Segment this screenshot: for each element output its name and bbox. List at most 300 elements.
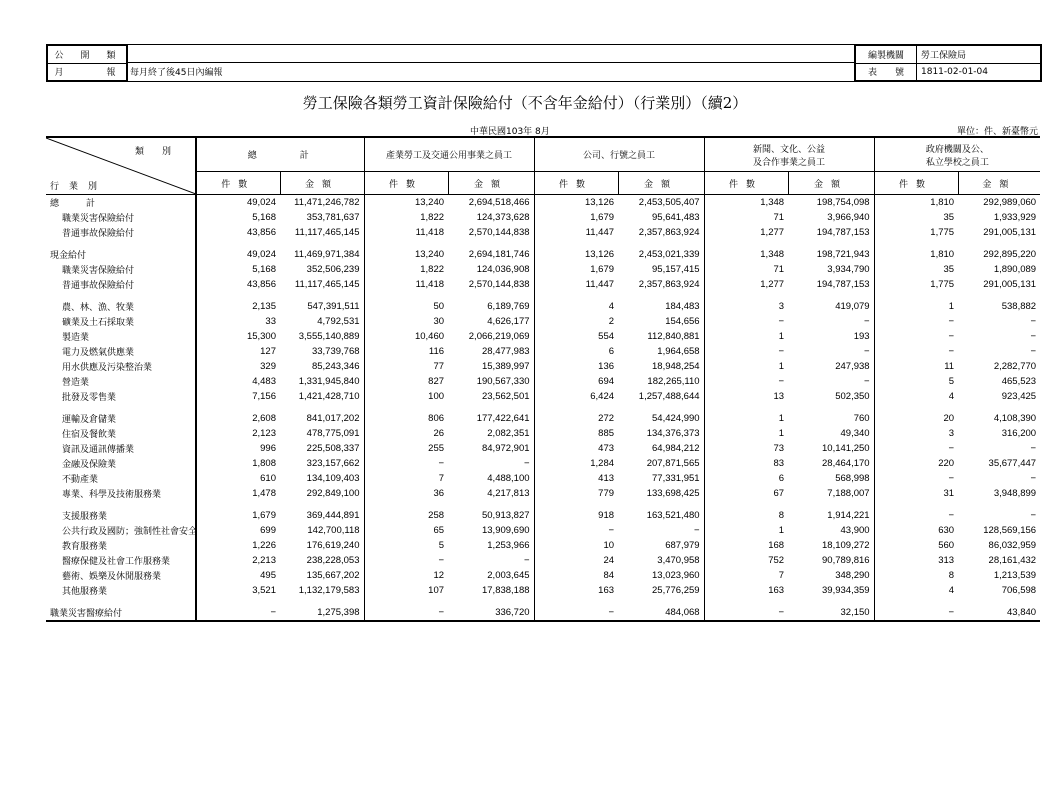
amount-cell: 2,003,645 [487, 570, 530, 581]
count-cell: 1 [704, 359, 788, 374]
report-period: 中華民國103年 8月 [470, 127, 550, 137]
row-label: 其他服務業 [46, 583, 196, 598]
table-row [46, 240, 1040, 262]
count-cell: 313 [874, 553, 958, 568]
count-cell: − [364, 553, 448, 568]
table-corner-header [46, 137, 196, 195]
count-cell: 1 [704, 426, 788, 441]
amount-cell: 11,469,971,384 [294, 249, 360, 260]
count-cell: 71 [704, 262, 788, 277]
count-cell: 1,348 [704, 195, 788, 211]
count-cell: 77 [364, 359, 448, 374]
amount-cell: 1,421,428,710 [298, 391, 360, 402]
amount-column-header: 金額 [958, 172, 1040, 195]
count-cell: 71 [704, 210, 788, 225]
table-row [46, 277, 1040, 292]
header-right-box [854, 44, 1042, 82]
amount-cell: 3,948,899 [993, 488, 1037, 499]
amount-cell: 291,005,131 [983, 227, 1037, 238]
amount-cell: 194,787,153 [816, 279, 870, 290]
table-row [46, 195, 1040, 211]
count-cell: 24 [534, 553, 618, 568]
table-row [46, 314, 1040, 329]
count-cell: 554 [534, 329, 618, 344]
row-label: 礦業及土石採取業 [46, 314, 196, 329]
row-label: 製造業 [46, 329, 196, 344]
group-header-company: 公司、行號之員工 [534, 137, 704, 172]
amount-cell: 3,966,940 [827, 212, 870, 223]
count-cell: 20 [874, 404, 958, 426]
amount-cell: 11,117,465,145 [294, 227, 360, 238]
amount-cell: 6,189,769 [487, 301, 530, 312]
amount-cell: − [1030, 443, 1037, 454]
count-cell: − [874, 441, 958, 456]
group-header-government: 政府機關及公、 私立學校之員工 [874, 137, 1040, 172]
count-cell: 43,856 [246, 227, 276, 238]
amount-cell: 28,477,983 [481, 346, 530, 357]
count-cell: − [874, 314, 958, 329]
amount-column-header: 金額 [618, 172, 704, 195]
count-cell: − [270, 607, 276, 618]
amount-cell: − [693, 525, 700, 536]
amount-cell: 193 [853, 331, 870, 342]
count-cell: 473 [534, 441, 618, 456]
amount-cell: 184,483 [665, 301, 700, 312]
count-cell: 1,822 [364, 210, 448, 225]
count-cell: 1,775 [874, 225, 958, 240]
count-cell: 11,418 [364, 277, 448, 292]
amount-cell: 39,934,359 [822, 585, 870, 596]
count-cell: − [874, 598, 958, 621]
count-cell: − [534, 598, 618, 621]
amount-cell: 538,882 [1001, 301, 1037, 312]
count-cell: 13 [704, 389, 788, 404]
count-cell: 30 [364, 314, 448, 329]
count-cell: 7 [704, 568, 788, 583]
header-left-extension [126, 44, 854, 82]
amount-cell: 11,471,246,782 [294, 197, 360, 208]
count-cell: 1 [704, 523, 788, 538]
amount-cell: 2,453,505,407 [638, 197, 700, 208]
count-cell: 4 [874, 583, 958, 598]
amount-cell: 1,132,179,583 [298, 585, 360, 596]
count-cell: 2,608 [252, 413, 276, 424]
count-cell: − [534, 523, 618, 538]
amount-cell: 112,840,881 [647, 331, 700, 342]
table-row [46, 471, 1040, 486]
count-cell: − [364, 598, 448, 621]
count-column-header: 件數 [874, 172, 958, 195]
amount-cell: 348,290 [835, 570, 870, 581]
row-label: 運輸及倉儲業 [46, 404, 196, 426]
amount-cell: 1,933,929 [993, 212, 1037, 223]
row-label: 支援服務業 [46, 501, 196, 523]
table-row [46, 523, 1040, 538]
amount-cell: 35,677,447 [988, 458, 1037, 469]
table-row [46, 538, 1040, 553]
count-cell: 49,024 [246, 197, 276, 208]
count-cell: 2,213 [252, 555, 276, 566]
amount-cell: 323,157,662 [306, 458, 360, 469]
row-label: 農、林、漁、牧業 [46, 292, 196, 314]
amount-cell: 90,789,816 [822, 555, 870, 566]
amount-cell: 352,506,239 [306, 264, 360, 275]
amount-cell: 2,694,518,466 [468, 197, 530, 208]
amount-cell: 28,161,432 [988, 555, 1037, 566]
row-label: 職業災害保險給付 [46, 262, 196, 277]
amount-cell: 2,570,144,838 [468, 227, 530, 238]
amount-cell: 1,213,539 [993, 570, 1037, 581]
count-cell: 6,424 [534, 389, 618, 404]
count-cell: 1,679 [252, 510, 276, 521]
amount-column-header: 金額 [788, 172, 874, 195]
amount-cell: 568,998 [835, 473, 870, 484]
count-cell: 13,240 [364, 195, 448, 211]
corner-category-label: 類別 [134, 147, 189, 157]
row-label: 現金給付 [46, 240, 196, 262]
amount-cell: 4,108,390 [993, 413, 1037, 424]
count-cell: 11,418 [364, 225, 448, 240]
count-cell: 31 [874, 486, 958, 501]
compiling-agency-value: 勞工保險局 [917, 46, 1041, 64]
count-cell: 630 [874, 523, 958, 538]
count-cell: 5 [364, 538, 448, 553]
amount-cell: 86,032,959 [988, 540, 1037, 551]
row-label: 電力及燃氣供應業 [46, 344, 196, 359]
row-label: 資訊及通訊傳播業 [46, 441, 196, 456]
count-cell: 220 [874, 456, 958, 471]
count-cell: 10 [534, 538, 618, 553]
amount-column-header: 金額 [280, 172, 364, 195]
count-cell: 699 [260, 525, 276, 536]
row-label: 總 計 [46, 195, 196, 211]
count-cell: 13,126 [534, 240, 618, 262]
amount-cell: 2,694,181,746 [468, 249, 530, 260]
amount-cell: 3,470,958 [657, 555, 700, 566]
amount-cell: 134,376,373 [646, 428, 700, 439]
amount-cell: 15,389,997 [481, 361, 530, 372]
amount-cell: 135,667,202 [306, 570, 360, 581]
count-cell: 6 [704, 471, 788, 486]
count-cell: 1,348 [704, 240, 788, 262]
table-row [46, 344, 1040, 359]
table-row [46, 553, 1040, 568]
table-number-label: 表 號 [856, 63, 917, 81]
table-row [46, 329, 1040, 344]
count-cell: 918 [534, 501, 618, 523]
amount-cell: 43,900 [840, 525, 870, 536]
count-cell: 779 [534, 486, 618, 501]
amount-cell: 124,036,908 [476, 264, 530, 275]
amount-cell: 85,243,346 [311, 361, 360, 372]
count-cell: 1,277 [704, 225, 788, 240]
report-frequency-label: 月 報 [48, 63, 127, 81]
count-cell: 1 [874, 292, 958, 314]
amount-cell: 3,555,140,889 [298, 331, 360, 342]
amount-cell: 23,562,501 [481, 391, 530, 402]
amount-cell: − [523, 555, 530, 566]
row-label: 醫療保健及社會工作服務業 [46, 553, 196, 568]
amount-cell: 923,425 [1001, 391, 1037, 402]
amount-cell: 13,023,960 [652, 570, 700, 581]
amount-cell: 25,776,259 [652, 585, 700, 596]
row-label: 專業、科學及技術服務業 [46, 486, 196, 501]
count-cell: 12 [364, 568, 448, 583]
corner-industry-label: 行業別 [50, 182, 108, 192]
amount-cell: − [1030, 510, 1037, 521]
count-cell: − [874, 501, 958, 523]
amount-cell: 4,217,813 [487, 488, 530, 499]
count-cell: 8 [704, 501, 788, 523]
amount-cell: 84,972,901 [481, 443, 530, 454]
amount-cell: 687,979 [665, 540, 700, 551]
count-cell: 10,460 [364, 329, 448, 344]
amount-cell: 2,066,219,069 [468, 331, 530, 342]
count-cell: − [874, 344, 958, 359]
amount-cell: 142,700,118 [307, 525, 360, 536]
amount-cell: 11,117,465,145 [294, 279, 360, 290]
count-column-header: 件數 [364, 172, 448, 195]
amount-cell: 841,017,202 [306, 413, 360, 424]
publication-class-label: 公 開 類 [48, 46, 127, 64]
amount-cell: 2,570,144,838 [468, 279, 530, 290]
count-cell: 100 [364, 389, 448, 404]
count-cell: − [704, 344, 788, 359]
table-row [46, 262, 1040, 277]
amount-cell: 353,781,637 [306, 212, 360, 223]
amount-cell: 316,200 [1001, 428, 1037, 439]
count-cell: − [704, 314, 788, 329]
amount-cell: 95,641,483 [652, 212, 700, 223]
count-cell: 15,300 [246, 331, 276, 342]
count-cell: 13,240 [364, 240, 448, 262]
table-row [46, 598, 1040, 621]
count-cell: 996 [260, 443, 276, 454]
count-cell: 3 [874, 426, 958, 441]
amount-cell: 28,464,170 [822, 458, 870, 469]
count-cell: 84 [534, 568, 618, 583]
row-label: 藝術、娛樂及休閒服務業 [46, 568, 196, 583]
amount-cell: 4,626,177 [487, 316, 530, 327]
amount-cell: 2,282,770 [993, 361, 1037, 372]
count-cell: 4 [874, 389, 958, 404]
count-cell: 1,679 [534, 262, 618, 277]
table-row [46, 210, 1040, 225]
amount-cell: 336,720 [495, 607, 530, 618]
count-cell: 4,483 [252, 376, 276, 387]
count-cell: 413 [534, 471, 618, 486]
count-cell: 1,284 [534, 456, 618, 471]
count-cell: 13,126 [534, 195, 618, 211]
count-cell: 4 [534, 292, 618, 314]
count-cell: 1 [704, 404, 788, 426]
row-label: 公共行政及國防；強制性社會安全 [46, 523, 196, 538]
amount-cell: − [864, 316, 870, 327]
count-cell: 136 [534, 359, 618, 374]
amount-cell: 176,619,240 [306, 540, 360, 551]
amount-cell: 134,109,403 [306, 473, 360, 484]
row-label: 金融及保險業 [46, 456, 196, 471]
amount-cell: 247,938 [835, 361, 870, 372]
amount-cell: 163,521,480 [646, 510, 700, 521]
amount-cell: − [1030, 316, 1037, 327]
amount-cell: 2,082,351 [487, 428, 530, 439]
count-cell: 2,135 [252, 301, 276, 312]
amount-cell: 124,373,628 [476, 212, 530, 223]
amount-cell: 1,331,945,840 [298, 376, 360, 387]
amount-cell: 7,188,007 [827, 488, 870, 499]
count-cell: 8 [874, 568, 958, 583]
count-cell: 258 [364, 501, 448, 523]
amount-cell: 54,424,990 [652, 413, 700, 424]
amount-cell: 13,909,690 [481, 525, 530, 536]
amount-cell: 10,141,250 [822, 443, 870, 454]
benefits-table [46, 136, 1040, 622]
count-cell: 1,226 [252, 540, 276, 551]
amount-cell: − [1030, 473, 1037, 484]
amount-cell: 291,005,131 [983, 279, 1037, 290]
count-cell: 7 [364, 471, 448, 486]
amount-cell: 1,253,966 [487, 540, 530, 551]
count-cell: 33 [265, 316, 276, 327]
amount-cell: 4,488,100 [487, 473, 530, 484]
count-cell: 26 [364, 426, 448, 441]
count-cell: 107 [364, 583, 448, 598]
amount-cell: 50,913,827 [481, 510, 530, 521]
amount-cell: 1,257,488,644 [638, 391, 700, 402]
amount-cell: 369,444,891 [306, 510, 360, 521]
count-cell: 127 [260, 346, 276, 357]
count-cell: 255 [364, 441, 448, 456]
count-cell: 5,168 [252, 212, 276, 223]
amount-cell: − [1030, 331, 1037, 342]
row-label: 營造業 [46, 374, 196, 389]
count-cell: 2,123 [252, 428, 276, 439]
amount-cell: 95,157,415 [652, 264, 700, 275]
row-label: 不動產業 [46, 471, 196, 486]
amount-cell: 760 [853, 413, 870, 424]
count-column-header: 件數 [704, 172, 788, 195]
amount-cell: − [864, 346, 870, 357]
count-cell: 7,156 [252, 391, 276, 402]
amount-cell: 1,890,089 [993, 264, 1037, 275]
count-cell: 1,679 [534, 210, 618, 225]
count-cell: 2 [534, 314, 618, 329]
row-label: 用水供應及污染整治業 [46, 359, 196, 374]
amount-cell: 77,331,951 [652, 473, 700, 484]
row-label: 普通事故保險給付 [46, 225, 196, 240]
count-cell: 610 [260, 473, 276, 484]
table-row [46, 374, 1040, 389]
table-row [46, 389, 1040, 404]
count-cell: 6 [534, 344, 618, 359]
amount-cell: 133,698,425 [646, 488, 700, 499]
count-cell: − [874, 329, 958, 344]
amount-cell: 1,914,221 [827, 510, 870, 521]
amount-cell: 502,350 [835, 391, 870, 402]
amount-cell: 2,357,863,924 [638, 227, 700, 238]
table-number-value: 1811-02-01-04 [917, 63, 1041, 81]
count-cell: 67 [704, 486, 788, 501]
count-cell: 1,277 [704, 277, 788, 292]
amount-cell: 32,150 [840, 607, 870, 618]
count-cell: 827 [364, 374, 448, 389]
row-label: 普通事故保險給付 [46, 277, 196, 292]
amount-cell: 465,523 [1001, 376, 1037, 387]
count-cell: 5 [874, 374, 958, 389]
table-row [46, 568, 1040, 583]
amount-cell: 49,340 [840, 428, 870, 439]
unit-label: 單位：件、新臺幣元 [956, 127, 1038, 137]
amount-cell: 484,068 [665, 607, 700, 618]
amount-cell: 182,265,110 [647, 376, 700, 387]
amount-cell: − [523, 458, 530, 469]
group-header-industrial: 產業勞工及交通公用事業之員工 [364, 137, 534, 172]
row-label: 職業災害保險給付 [46, 210, 196, 225]
count-cell: 1,810 [874, 195, 958, 211]
group-header-media: 新聞、文化、公益 及合作事業之員工 [704, 137, 874, 172]
amount-cell: 33,739,768 [311, 346, 360, 357]
count-cell: − [874, 471, 958, 486]
count-cell: 43,856 [246, 279, 276, 290]
count-cell: 65 [364, 523, 448, 538]
amount-cell: 43,840 [1007, 607, 1037, 618]
amount-cell: 17,838,188 [481, 585, 530, 596]
amount-cell: 194,787,153 [816, 227, 870, 238]
amount-column-header: 金額 [448, 172, 534, 195]
amount-cell: 292,895,220 [983, 249, 1037, 260]
amount-cell: − [864, 376, 870, 387]
table-row [46, 456, 1040, 471]
amount-cell: 478,775,091 [306, 428, 360, 439]
amount-cell: 128,569,156 [983, 525, 1037, 536]
count-cell: 1,810 [874, 240, 958, 262]
amount-cell: 198,754,098 [816, 197, 870, 208]
count-cell: 73 [704, 441, 788, 456]
row-label: 教育服務業 [46, 538, 196, 553]
header-left-box [46, 44, 128, 82]
amount-cell: 154,656 [665, 316, 700, 327]
amount-cell: 198,721,943 [816, 249, 870, 260]
amount-cell: 2,357,863,924 [638, 279, 700, 290]
count-cell: 168 [704, 538, 788, 553]
amount-cell: 3,934,790 [827, 264, 870, 275]
count-cell: 11 [874, 359, 958, 374]
count-cell: 806 [364, 404, 448, 426]
count-cell: 11,447 [534, 225, 618, 240]
amount-cell: 18,948,254 [652, 361, 700, 372]
count-cell: 694 [534, 374, 618, 389]
count-cell: 3,521 [252, 585, 276, 596]
table-row [46, 583, 1040, 598]
count-column-header: 件數 [196, 172, 280, 195]
count-cell: 49,024 [246, 249, 276, 260]
count-cell: 36 [364, 486, 448, 501]
amount-cell: 177,422,641 [476, 413, 530, 424]
page-title: 勞工保險各類勞工資計保險給付（不含年金給付）（行業別）（續2） [302, 94, 748, 112]
compiling-agency-label: 編製機關 [856, 46, 917, 64]
count-cell: 163 [534, 583, 618, 598]
amount-cell: 547,391,511 [307, 301, 360, 312]
table-row [46, 292, 1040, 314]
group-header-total: 總 計 [196, 137, 364, 172]
count-cell: 1 [704, 329, 788, 344]
count-cell: 272 [534, 404, 618, 426]
count-cell: − [364, 456, 448, 471]
amount-cell: 419,079 [835, 301, 870, 312]
amount-cell: 1,964,658 [657, 346, 700, 357]
count-cell: − [704, 374, 788, 389]
